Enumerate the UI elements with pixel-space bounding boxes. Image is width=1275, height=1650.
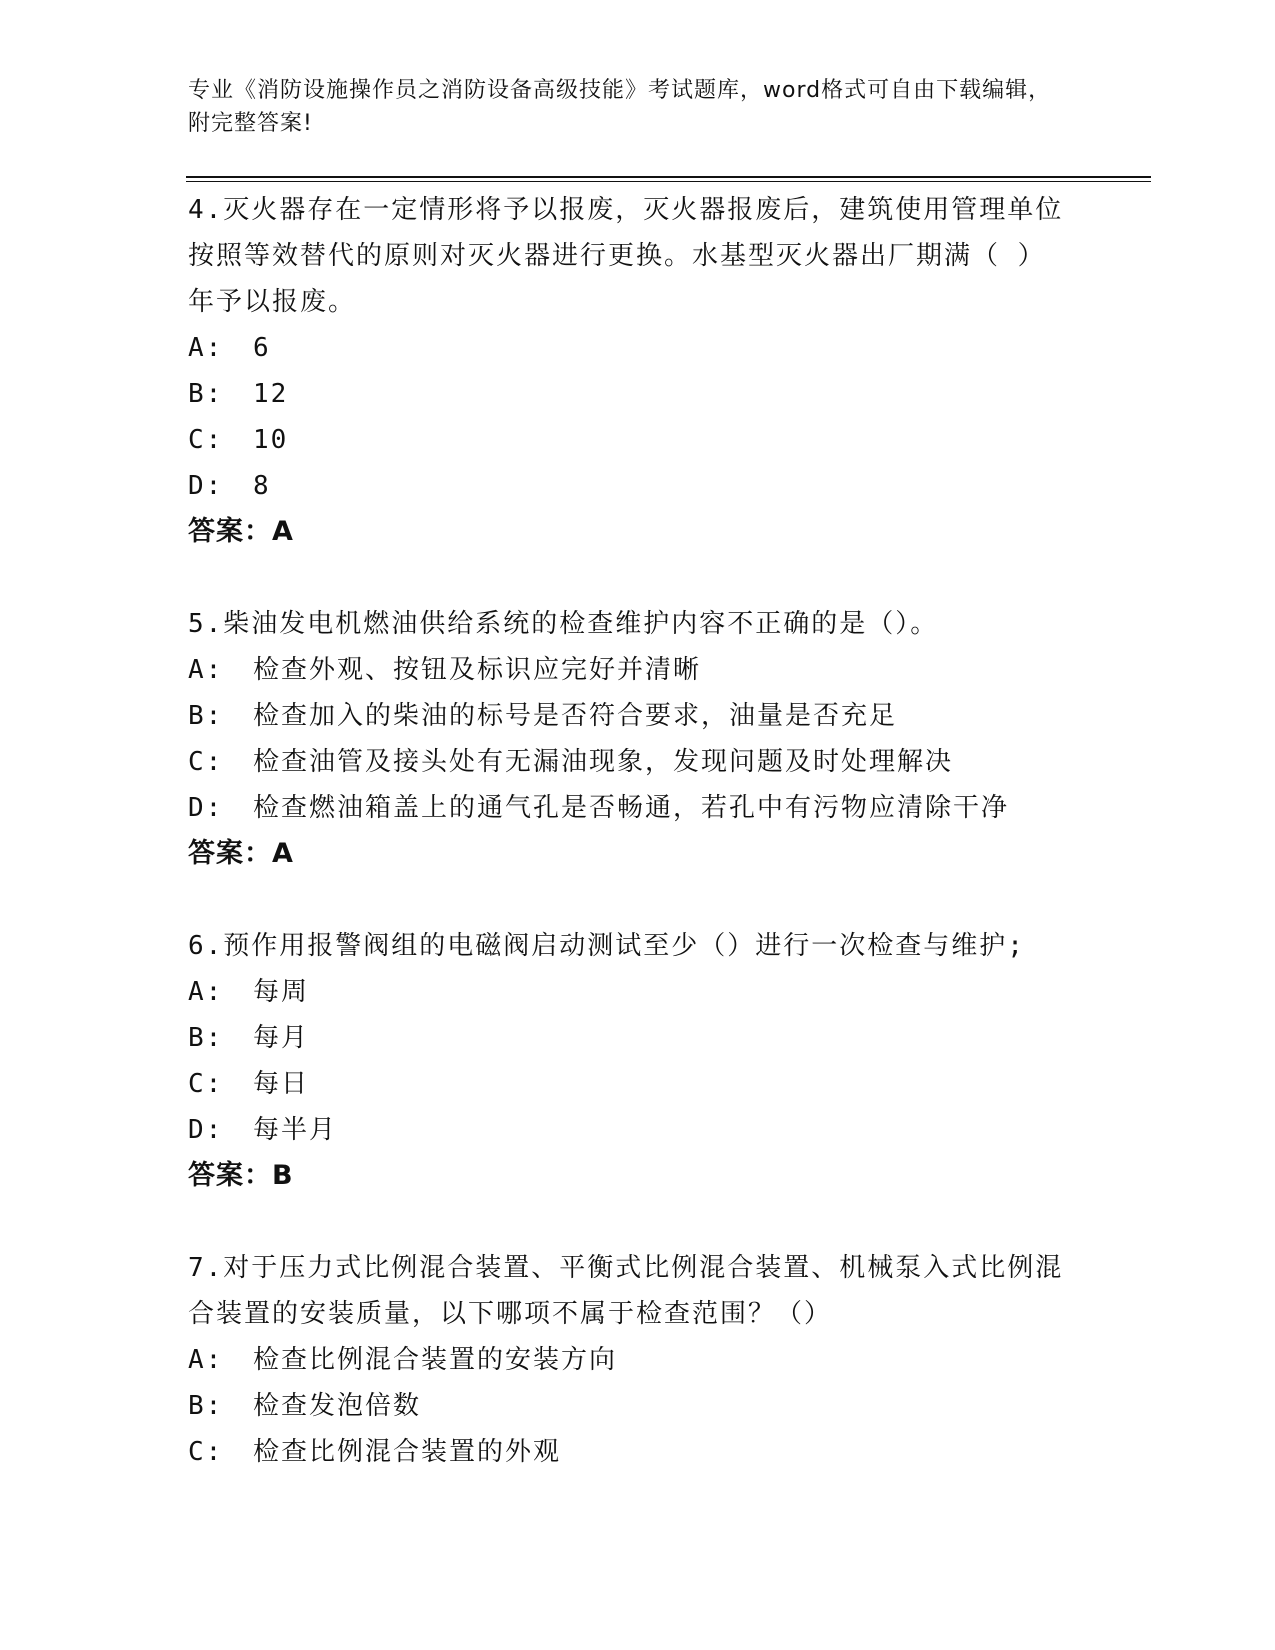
option-label: C: [188,425,224,455]
option-text: 检查比例混合装置的安装方向 [252,1345,617,1375]
option-label: A: [188,1345,224,1375]
option-text: 12 [252,379,289,409]
option-text: 10 [252,425,289,455]
answer-line: 答案：A [188,516,294,547]
question-item [188,1245,1068,1475]
question-text: 6.预作用报警阀组的电磁阀启动测试至少（）进行一次检查与维护; [188,931,1025,961]
option-text: 6 [252,333,271,363]
question-item [188,601,1068,877]
option-text: 每日 [252,1069,309,1099]
header-divider-thick [186,176,1151,178]
option-c [188,1061,1068,1107]
option-label: C: [188,1069,224,1099]
option-label: B: [188,1391,224,1421]
option-d [188,785,1068,831]
option-text: 8 [252,471,271,501]
option-a [188,325,1068,371]
option-label: C: [188,1437,224,1467]
option-label: D: [188,471,224,501]
question-text: 7.对于压力式比例混合装置、平衡式比例混合装置、机械泵入式比例混合装置的安装质量，以下哪项不属于检查范围？（） [188,1253,1064,1329]
option-a [188,1337,1068,1383]
option-text: 检查油管及接头处有无漏油现象，发现问题及时处理解决 [252,747,953,777]
option-a [188,647,1068,693]
question-text: 5.柴油发电机燃油供给系统的检查维护内容不正确的是（）。 [188,609,939,639]
option-label: B: [188,379,224,409]
question-item [188,923,1068,1199]
question-text: 4.灭火器存在一定情形将予以报废，灭火器报废后，建筑使用管理单位按照等效替代的原则对灭火器进行更换。水基型灭火器出厂期满（ ）年予以报废。 [188,195,1064,317]
option-text: 检查发泡倍数 [252,1391,421,1421]
answer-line: 答案：A [188,838,294,869]
document-intro: 专业《消防设施操作员之消防设备高级技能》考试题库，word格式可自由下载编辑，附完整答案! [188,78,1052,136]
header-divider-thin [186,181,1151,182]
option-label: A: [188,977,224,1007]
option-c [188,739,1068,785]
option-text: 检查比例混合装置的外观 [252,1437,561,1467]
option-text: 检查燃油箱盖上的通气孔是否畅通，若孔中有污物应清除干净 [252,793,1009,823]
option-label: D: [188,793,224,823]
option-c [188,417,1068,463]
option-c [188,1429,1068,1475]
option-label: B: [188,701,224,731]
option-label: A: [188,333,224,363]
option-b [188,693,1068,739]
option-b [188,1383,1068,1429]
option-d [188,1107,1068,1153]
option-d [188,463,1068,509]
option-label: A: [188,655,224,685]
question-item [188,187,1068,555]
answer-line: 答案：B [188,1160,294,1191]
option-text: 检查加入的柴油的标号是否符合要求，油量是否充足 [252,701,897,731]
option-text: 检查外观、按钮及标识应完好并清晰 [252,655,701,685]
option-b [188,1015,1068,1061]
option-text: 每半月 [252,1115,337,1145]
question-list [188,187,1068,1521]
option-label: B: [188,1023,224,1053]
option-a [188,969,1068,1015]
option-label: D: [188,1115,224,1145]
option-b [188,371,1068,417]
option-text: 每周 [252,977,309,1007]
option-text: 每月 [252,1023,309,1053]
option-label: C: [188,747,224,777]
